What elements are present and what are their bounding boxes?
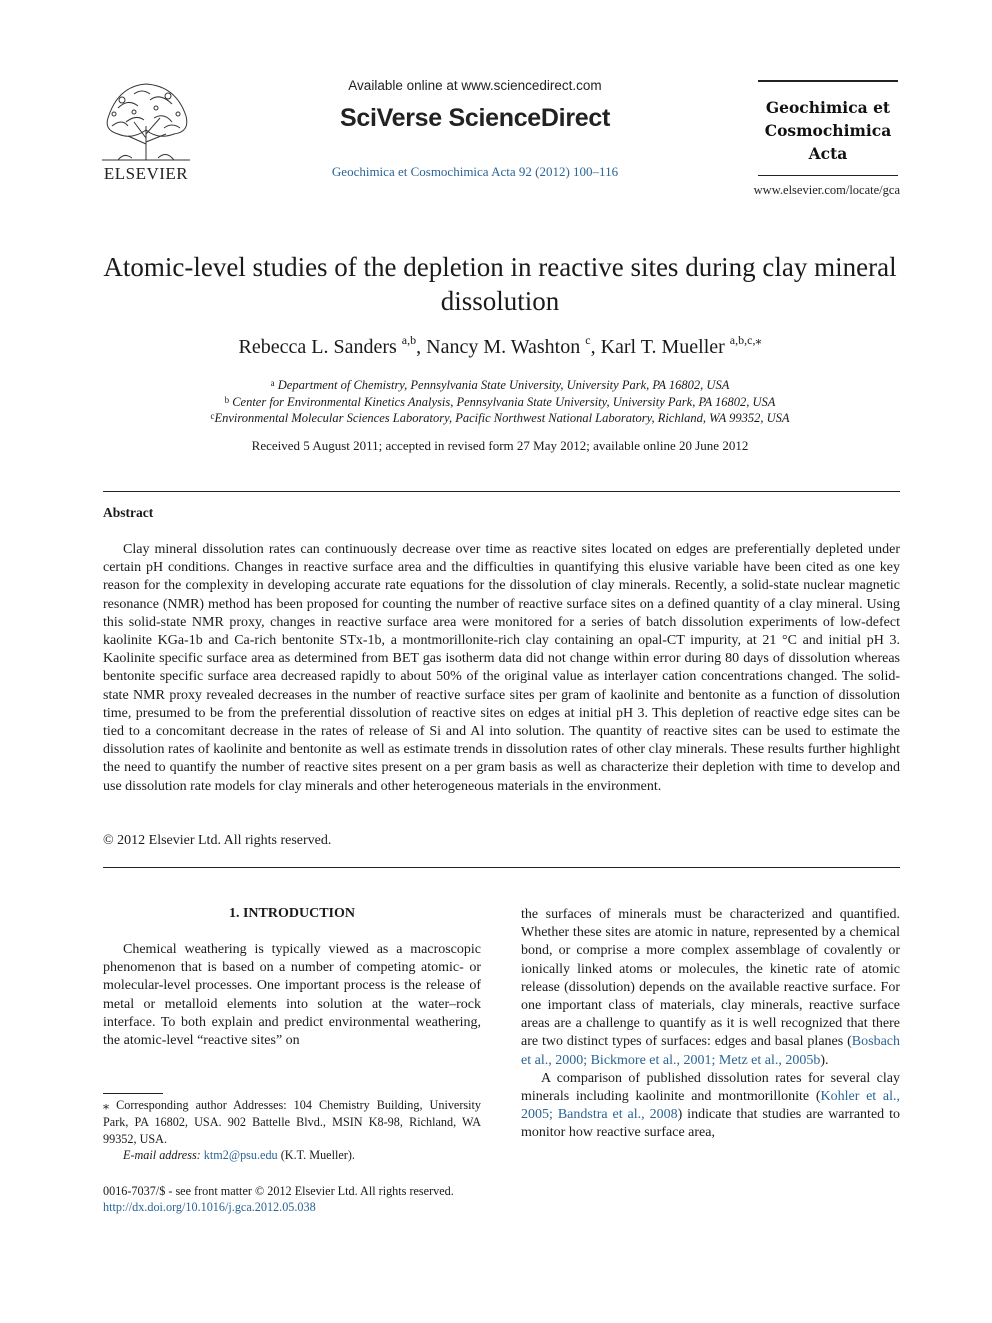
issn-line: 0016-7037/$ - see front matter © 2012 Elsevier Ltd. All rights reserved.	[103, 1184, 454, 1198]
elsevier-logo	[98, 78, 194, 184]
email-label: E-mail address:	[123, 1148, 201, 1162]
abstract-text: Clay mineral dissolution rates can continuously decrease over time as reactive sites located on edges are preferentially depleted under certain pH conditions. Changes in reactive surface area and the difficulties in quantifying this elusive variable have been cited as one key reason for the complexity in developing accurate rate equations for the dissolution of clay minerals. Recently, a solid-state nuclear magnetic resonance (NMR) method has been proposed for counting the number of reactive surface sites on a defined quantity of a clay mineral. Using this solid-state NMR proxy, changes in reactive surface area were monitored for a series of batch dissolution experiments of low-defect kaolinite KGa-1b and Ca-rich bentonite STx-1b, a montmorillonite-rich clay containing an opal-CT impurity, at 21 °C and initial pH 3. Kaolinite specific surface area as determined from BET gas isotherm data did not change within error during 80 days of dissolution whereas bentonite specific surface area decreased rapidly to about 50% of the original value as interlayer cation concentrations changed. The solid-state NMR proxy revealed decreases in the number of reactive surface sites per gram of kaolinite and bentonite as a function of dissolution time, presumed to be from the preferential dissolution of reactive sites on edges at initial pH 3. This depletion of reactive edge sites can be tied to a concomitant decrease in the rates of release of Si and Al into solution. The quantity of reactive sites can be used to estimate the dissolution rates of kaolinite and bentonite as well as estimate trends in dissolution rates of other clay minerals. These results further highlight the need to quantify the number of reactive sites present on a per gram basis as well as characterize their depletion with time to develop and use dissolution rate models for clay minerals and other heterogeneous materials in the environment.	[103, 542, 900, 794]
citation-link[interactable]: Kohler et al., 2005; Bandstra et al., 2008	[521, 1089, 900, 1123]
elsevier-tree-icon	[98, 78, 194, 162]
author-affiliation-mark[interactable]: a,b,c,⁎	[729, 333, 762, 347]
affiliation-text: Environmental Molecular Sciences Laboratory, Pacific Northwest National Laboratory, Richland, WA 99352, USA	[214, 411, 790, 425]
affiliation-item	[100, 394, 900, 411]
intro-right-column	[521, 906, 900, 1143]
author-affiliation-mark[interactable]: a,b	[401, 333, 417, 347]
email-suffix: (K.T. Mueller).	[280, 1148, 355, 1162]
author-affiliation-mark[interactable]: c	[585, 333, 591, 347]
journal-url[interactable]: www.elsevier.com/locate/gca	[753, 183, 900, 197]
journal-name-line: Geochimica et	[765, 98, 891, 117]
paragraph-text: A comparison of published dissolution rates for several clay minerals including kaolinite and montmorillonite (	[521, 1070, 900, 1105]
available-online: Available online at www.sciencedirect.com	[348, 78, 602, 93]
journal-bottom-rule	[758, 175, 898, 176]
journal-name	[752, 96, 904, 165]
affiliation-text: Department of Chemistry, Pennsylvania State University, University Park, PA 16802, USA	[277, 378, 730, 392]
affiliation-mark: b	[224, 394, 230, 405]
corresponding-author-footnote: ⁎ Corresponding author Addresses: 104 Chemistry Building, University Park, PA 16802, USA. 902 Battelle Blvd., MSIN K8-98, Richland, WA 99352, USA.	[103, 1098, 481, 1146]
email-link[interactable]: ktm2@psu.edu	[203, 1148, 278, 1162]
section-heading: 1. INTRODUCTION	[228, 906, 355, 921]
received-dates: Received 5 August 2011; accepted in revised form 27 May 2012; available online 20 June 2012	[251, 438, 749, 453]
intro-paragraph	[521, 906, 900, 1070]
affiliation-mark: a	[270, 378, 275, 388]
intro-paragraph	[521, 1070, 900, 1143]
author-name: Nancy M. Washton	[426, 336, 581, 358]
publisher-name: ELSEVIER	[103, 164, 189, 183]
article-title: Atomic-level studies of the depletion in reactive sites during clay mineral dissolution	[103, 252, 897, 316]
affiliations	[100, 377, 900, 427]
affiliation-item	[100, 377, 900, 394]
doi-link[interactable]: http://dx.doi.org/10.1016/j.gca.2012.05.038	[103, 1200, 316, 1214]
paragraph-text: ) indicate that studies are warranted to monitor how reactive surface area,	[521, 1107, 900, 1141]
citation-link[interactable]: Bosbach et al., 2000; Bickmore et al., 2001; Metz et al., 2005b	[521, 1034, 900, 1068]
footnote-email	[123, 1148, 355, 1163]
affiliation-mark: c	[210, 411, 215, 421]
sciencedirect-logo: SciVerse ScienceDirect	[340, 104, 610, 132]
journal-name-line: Acta	[808, 144, 848, 163]
paragraph-text: ).	[820, 1052, 829, 1068]
divider	[103, 491, 900, 492]
journal-name-line: Cosmochimica	[764, 121, 892, 140]
divider	[103, 867, 900, 868]
affiliation-text: Center for Environmental Kinetics Analysis, Pennsylvania State University, University Park, PA 16802, USA	[232, 394, 776, 409]
intro-paragraph: Chemical weathering is typically viewed as a macroscopic phenomenon that is based on a number of competing atomic- or molecular-level processes. One important process is the release of metal or metalloid elements into solution at the water–rock interface. To both explain and predict environmental weathering, the atomic-level “reactive sites” on	[103, 942, 481, 1049]
abstract-heading: Abstract	[103, 505, 154, 520]
author-name: Rebecca L. Sanders	[238, 336, 397, 358]
paragraph-text: the surfaces of minerals must be characterized and quantified. Whether these sites are atomic in nature, represented by a chemical bond, or comprise a more complex assemblage of covalently or ionically linked atoms or molecules, the kinetic rate of atomic release (dissolution) depends on the available reactive surface. For one important class of materials, clay minerals, reactive surface areas are a challenge to quantify as it is well recognized that there are two distinct types of surfaces: edges and basal planes (	[521, 907, 900, 1050]
journal-reference-link[interactable]: Geochimica et Cosmochimica Acta 92 (2012) 100–116	[331, 164, 619, 179]
footnote-rule	[103, 1093, 163, 1094]
author-name: Karl T. Mueller	[600, 336, 725, 358]
affiliation-item	[100, 410, 900, 427]
author-list: Rebecca L. Sanders $^{a,b}$, Nancy M. Washton $^c$, Karl T. Mueller $^{a,b,c,⁎}$	[238, 333, 762, 358]
journal-top-rule	[758, 80, 898, 82]
abstract-copyright: © 2012 Elsevier Ltd. All rights reserved.	[103, 833, 332, 848]
